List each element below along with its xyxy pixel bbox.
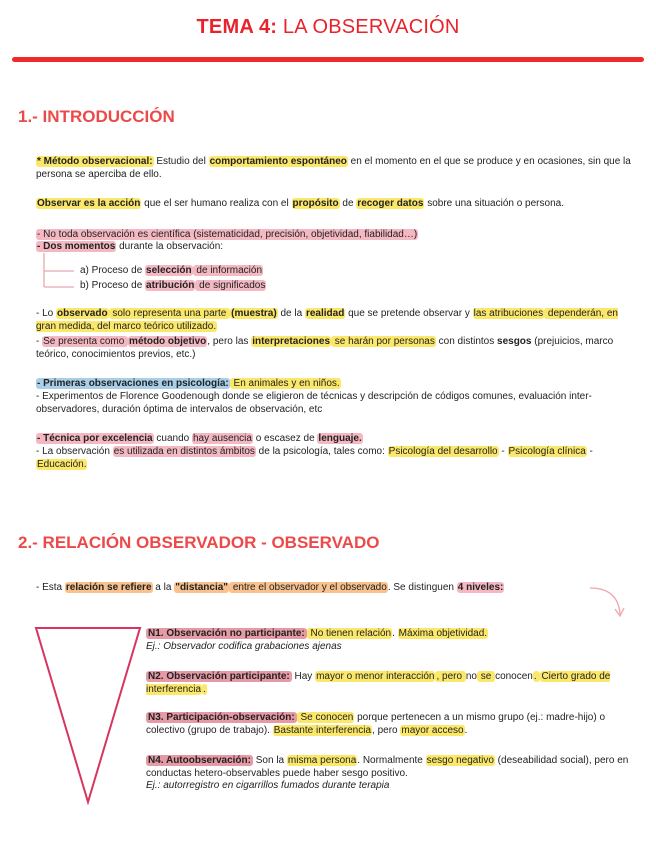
tree-connector <box>40 253 80 291</box>
sub-item-b: b) Proceso de atribución de significados <box>80 280 266 291</box>
paragraph-primeras-observaciones: - Primeras observaciones en psicología: En animales y en niños. <box>37 378 340 389</box>
section-1-heading: 1.- INTRODUCCIÓN <box>18 107 175 126</box>
level-n3: N3. Participación-observación: Se conocen porque pertenecen a un mismo grupo (ej.: madre-hijo) o colectivo (grupo de trabajo). Bastante interferencia, pero mayor acceso. <box>146 712 606 736</box>
paragraph-experimentos: - Experimentos de Florence Goodenough donde se eligieron de técnicas y descripción de códigos comunes, evaluación inter-observadores, duración óptima de intervalos de observación, etc <box>36 391 592 415</box>
level-n1: N1. Observación no participante: No tienen relación. Máxima objetividad. Ej.: Observador codifica grabaciones ajenas <box>146 628 488 652</box>
paragraph-ambitos: - La observación es utilizada en distintos ámbitos de la psicología, tales como: Psicología del desarrollo - Psicología clínica - Educación. <box>36 446 593 470</box>
paragraph-observar: Observar es la acción que el ser humano realiza con el propósito de recoger datos sobre una situación o persona. <box>37 198 564 209</box>
title-divider <box>12 57 644 62</box>
paragraph-no-toda-observacion: - No toda observación es científica (sistematicidad, precisión, objetividad, fiabilidad…) <box>37 229 418 240</box>
inverted-triangle-icon <box>34 626 144 806</box>
paragraph-metodo-objetivo: - Se presenta como método objetivo, pero las interpretaciones se harán por personas con distintos sesgos (prejuicios, marco teórico, conocimientos previos, etc.) <box>36 336 614 360</box>
paragraph-relacion-intro: - Esta relación se refiere a la "distancia" entre el observador y el observado. Se distinguen 4 niveles: <box>36 582 504 593</box>
paragraph-lo-observado: - Lo observado solo representa una parte (muestra) de la realidad que se pretende observar y las atribuciones dependerán, en gran medida, del marco teórico utilizado. <box>36 308 618 332</box>
level-n2: N2. Observación participante: Hay mayor o menor interacción , pero no se conocen. Cierto grado de interferencia . <box>146 671 611 695</box>
page-title: TEMA 4: LA OBSERVACIÓN <box>196 16 460 38</box>
paragraph-tecnica-excelencia: - Técnica por excelencia cuando hay ausencia o escasez de lenguaje. <box>37 433 362 444</box>
curved-arrow-icon <box>588 584 628 624</box>
sub-item-a: a) Proceso de selección de información <box>80 265 263 276</box>
paragraph-metodo-observacional: * Método observacional: Estudio del comportamiento espontáneo en el momento en el que se produce y en ocasiones, sin que la persona se aperciba de ello. <box>36 156 631 180</box>
level-n4: N4. Autoobservación: Son la misma persona. Normalmente sesgo negativo (deseabilidad social), pero en conductas hetero-observables puede haber sesgo positivo. Ej.: autorregistro en cigarrillos fumados durante terapia <box>146 755 629 791</box>
section-2-heading: 2.- RELACIÓN OBSERVADOR - OBSERVADO <box>18 533 380 552</box>
paragraph-dos-momentos: - Dos momentos durante la observación: <box>37 241 224 252</box>
